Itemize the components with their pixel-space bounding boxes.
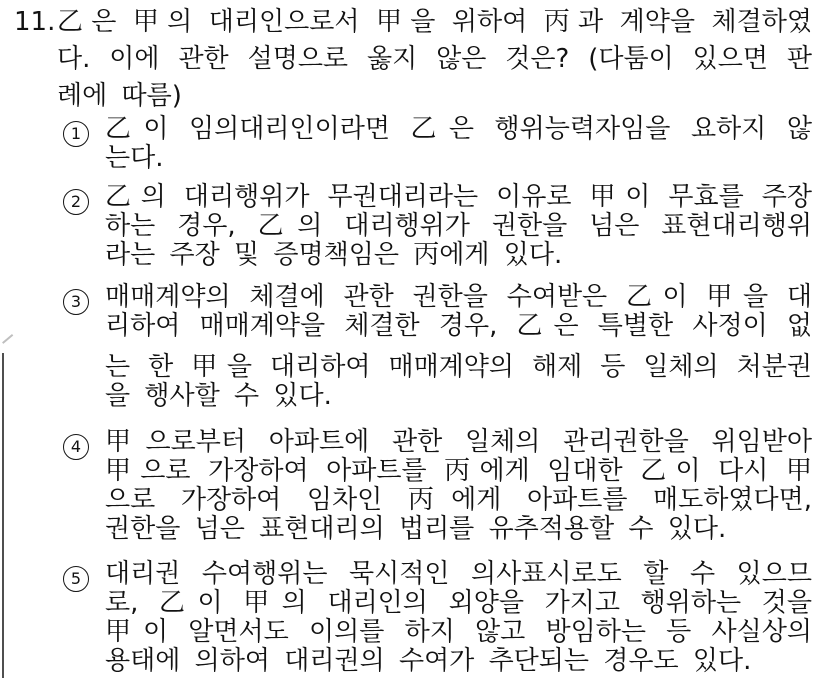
choice-line: 乙의 대리행위가 무권대리라는 이유로 甲이 무효를 주장 [105, 182, 812, 212]
choice-line: 甲으로부터 아파트에 관한 일체의 관리권한을 위임받아 [105, 427, 812, 457]
circled-number-4-icon: 4 [63, 434, 89, 460]
choice-line: 는 한 甲을 대리하여 매매계약의 해제 등 일체의 처분권 [105, 352, 812, 382]
choice-4 [63, 428, 812, 544]
choice-line: 으로 가장하여 임차인 丙에게 아파트를 매도하였다면, [105, 485, 812, 515]
choice-3 [63, 283, 812, 411]
choice-1-text [105, 115, 812, 173]
choice-3-text [105, 283, 812, 411]
choice-line: 하는 경우, 乙의 대리행위가 권한을 넘은 표현대리행위 [105, 211, 812, 241]
choice-line: 을 행사할 수 있다. [105, 381, 332, 411]
choice-1 [63, 115, 812, 173]
choice-line: 甲이 알면서도 이의를 하지 않고 방임하는 등 사실상의 [105, 617, 812, 647]
choice-line: 乙이 임의대리인이라면 乙은 행위능력자임을 요하지 않 [105, 114, 812, 144]
choice-line: 매매계약의 체결에 관한 권한을 수여받은 乙이 甲을 대 [105, 282, 812, 312]
choice-line: 라는 주장 및 증명책임은 丙에게 있다. [105, 240, 563, 270]
choice-4-marker [63, 428, 105, 544]
choice-2-text [105, 183, 812, 270]
choice-3-marker [63, 283, 105, 411]
choice-1-marker [63, 115, 105, 173]
question-block [0, 0, 826, 115]
choice-2-marker [63, 183, 105, 270]
choice-line: 리하여 매매계약을 체결한 경우, 乙은 특별한 사정이 없 [105, 311, 812, 341]
circled-number-5-icon: 5 [63, 566, 89, 592]
choice-line: 권한을 넘은 표현대리의 법리를 유추적용할 수 있다. [105, 514, 727, 544]
choice-line: 용태에 의하여 대리권의 수여가 추단되는 경우도 있다. [105, 646, 752, 676]
choice-5-text [105, 560, 812, 676]
circled-number-1-icon: 1 [63, 121, 89, 147]
left-column-rule [2, 353, 4, 678]
choice-5 [63, 560, 812, 676]
choice-line: 대리권 수여행위는 묵시적인 의사표시로도 할 수 있으므 [105, 559, 812, 589]
left-column-rule-tick [2, 334, 13, 344]
question-text [57, 4, 812, 115]
circled-number-2-icon: 2 [63, 189, 89, 215]
question-line: 례에 따름) [57, 81, 182, 111]
choice-4-text [105, 428, 812, 544]
choice-line: 甲으로 가장하여 아파트를 丙에게 임대한 乙이 다시 甲 [105, 456, 812, 486]
choice-line: 로, 乙이 甲의 대리인의 외양을 가지고 행위하는 것을 [105, 588, 812, 618]
choice-2 [63, 183, 812, 270]
circled-number-3-icon: 3 [63, 289, 89, 315]
question-number: 11. [14, 7, 56, 37]
question-line: 乙은 甲의 대리인으로서 甲을 위하여 丙과 계약을 체결하였 [57, 7, 812, 37]
choice-5-marker [63, 560, 105, 676]
question-line: 다. 이에 관한 설명으로 옳지 않은 것은? (다툼이 있으면 판 [57, 44, 812, 74]
choice-line: 는다. [105, 143, 164, 173]
